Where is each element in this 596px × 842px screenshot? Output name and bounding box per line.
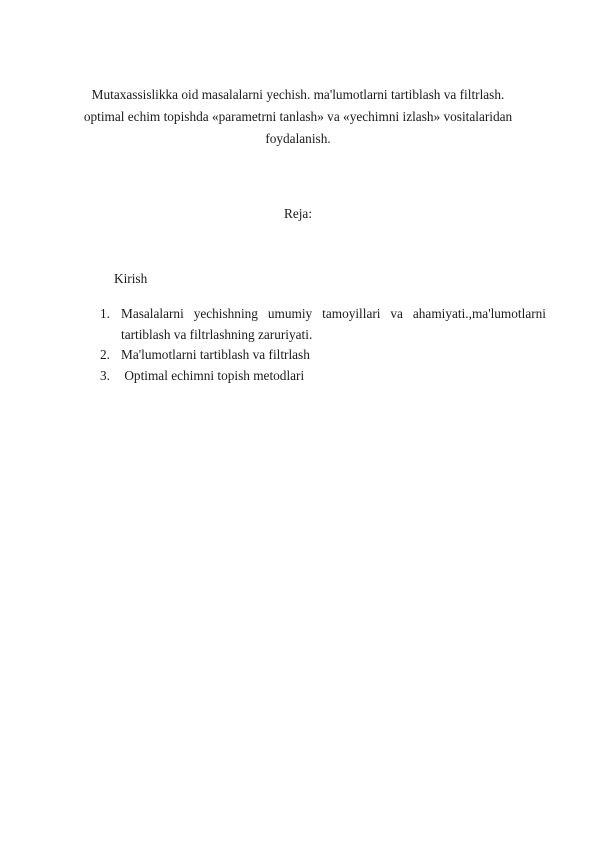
toc-item-line: Masalalarni yechishning umumiy tamoyillari va ahamiyati.,ma'lumotlarni [121, 306, 546, 321]
toc-item [100, 366, 546, 387]
toc-item-number: 1. [100, 306, 110, 321]
title-line: foydalanish. [265, 131, 331, 146]
toc-item [100, 304, 546, 345]
table-of-contents [100, 304, 546, 386]
toc-item-text [121, 304, 546, 345]
toc-item-line: tartiblash va filtrlashning zaruriyati. [121, 326, 313, 342]
toc-item [100, 345, 546, 366]
intro-label: Kirish [114, 271, 148, 286]
title-line: optimal echim topishda «parametrni tanlash» va «yechimni izlash» vositalaridan [83, 109, 513, 124]
plan-heading: Reja: [283, 206, 313, 221]
toc-item-text: Optimal echimni topish metodlari [121, 367, 305, 383]
toc-item-text: Ma'lumotlarni tartiblash va filtrlash [121, 347, 310, 362]
toc-item-number: 3. [100, 367, 110, 383]
title-line: Mutaxassislikka oid masalalarni yechish. ma'lumotlarni tartiblash va filtrlash. [91, 87, 505, 102]
toc-item-number: 2. [100, 347, 110, 362]
document-title [80, 84, 516, 150]
